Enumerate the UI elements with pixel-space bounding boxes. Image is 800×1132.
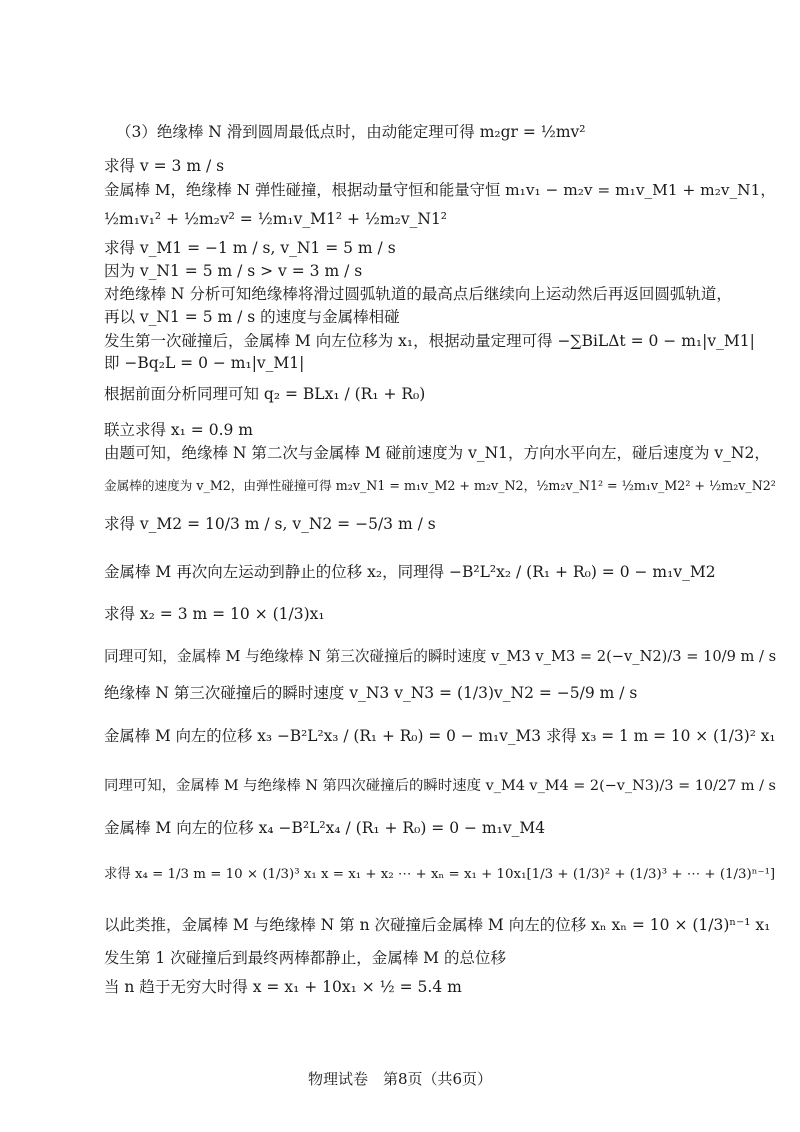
text-line: 当 n 趋于无穷大时得 x = x₁ + 10x₁ × ½ = 5.4 m <box>104 978 462 996</box>
text-line: 求得 v = 3 m / s <box>104 157 225 175</box>
text-line: 发生第一次碰撞后，金属棒 M 向左位移为 x₁，根据动量定理可得 −∑BiLΔt = 0 − m₁|v_M1| <box>104 332 755 350</box>
text-line: 金属棒 M 再次向左运动到静止的位移 x₂，同理得 −B²L²x₂ / (R₁ + R₀) = 0 − m₁v_M2 <box>104 563 716 581</box>
text-line: 金属棒的速度为 v_M2，由弹性碰撞可得 m₂v_N1 = m₁v_M2 + m₂v_N2，½m₂v_N1² = ½m₁v_M2² + ½m₂v_N2² <box>104 478 776 493</box>
text-line: 绝缘棒 N 第三次碰撞后的瞬时速度 v_N3 v_N3 = (1/3)v_N2 = −5/9 m / s <box>104 684 638 702</box>
text-line: ½m₁v₁² + ½m₂v² = ½m₁v_M1² + ½m₂v_N1² <box>104 210 448 228</box>
text-line: 求得 x₄ = 1/3 m = 10 × (1/3)³ x₁ x = x₁ + x₂ ⋯ + xₙ = x₁ + 10x₁[1/3 + (1/3)² + (1/3)³ + ⋯ + (1/3)ⁿ⁻¹] <box>104 867 776 882</box>
text-line: 由题可知，绝缘棒 N 第二次与金属棒 M 碰前速度为 v_N1，方向水平向左，碰后速度为 v_N2， <box>104 444 770 462</box>
text-line: 联立求得 x₁ = 0.9 m <box>104 421 253 439</box>
text-line: 因为 v_N1 = 5 m / s > v = 3 m / s <box>104 262 363 280</box>
text-line: 发生第 1 次碰撞后到最终两棒都静止，金属棒 M 的总位移 <box>104 949 506 967</box>
text-line: 对绝缘棒 N 分析可知绝缘棒将滑过圆弧轨道的最高点后继续向上运动然后再返回圆弧轨道， <box>104 285 732 303</box>
text-line: 金属棒 M，绝缘棒 N 弹性碰撞，根据动量守恒和能量守恒 m₁v₁ − m₂v = m₁v_M1 + m₂v_N1， <box>104 181 776 199</box>
text-line: 金属棒 M 向左的位移 x₃ −B²L²x₃ / (R₁ + R₀) = 0 − m₁v_M3 求得 x₃ = 1 m = 10 × (1/3)² x₁ <box>104 727 776 745</box>
page-footer: 物理试卷 第8页（共6页） <box>307 1070 493 1088</box>
text-line: 同理可知，金属棒 M 与绝缘棒 N 第三次碰撞后的瞬时速度 v_M3 v_M3 = 2(−v_N2)/3 = 10/9 m / s <box>104 648 777 665</box>
text-line: 以此类推，金属棒 M 与绝缘棒 N 第 n 次碰撞后金属棒 M 向左的位移 xₙ xₙ = 10 × (1/3)ⁿ⁻¹ x₁ <box>104 916 771 934</box>
text-line: 即 −Bq₂L = 0 − m₁|v_M1| <box>104 354 305 372</box>
text-line: 求得 v_M1 = −1 m / s, v_N1 = 5 m / s <box>104 239 396 257</box>
text-line: （3）绝缘棒 N 滑到圆周最低点时，由动能定理可得 m₂gr = ½mv² <box>116 123 586 141</box>
text-line: 求得 v_M2 = 10/3 m / s, v_N2 = −5/3 m / s <box>104 515 436 533</box>
text-line: 求得 x₂ = 3 m = 10 × (1/3)x₁ <box>104 605 325 623</box>
text-line: 同理可知，金属棒 M 与绝缘棒 N 第四次碰撞后的瞬时速度 v_M4 v_M4 = 2(−v_N3)/3 = 10/27 m / s <box>104 778 776 794</box>
text-line: 金属棒 M 向左的位移 x₄ −B²L²x₄ / (R₁ + R₀) = 0 − m₁v_M4 <box>104 819 546 837</box>
text-line: 根据前面分析同理可知 q₂ = BLx₁ / (R₁ + R₀) <box>104 385 426 403</box>
text-line: 再以 v_N1 = 5 m / s 的速度与金属棒相碰 <box>104 308 400 326</box>
